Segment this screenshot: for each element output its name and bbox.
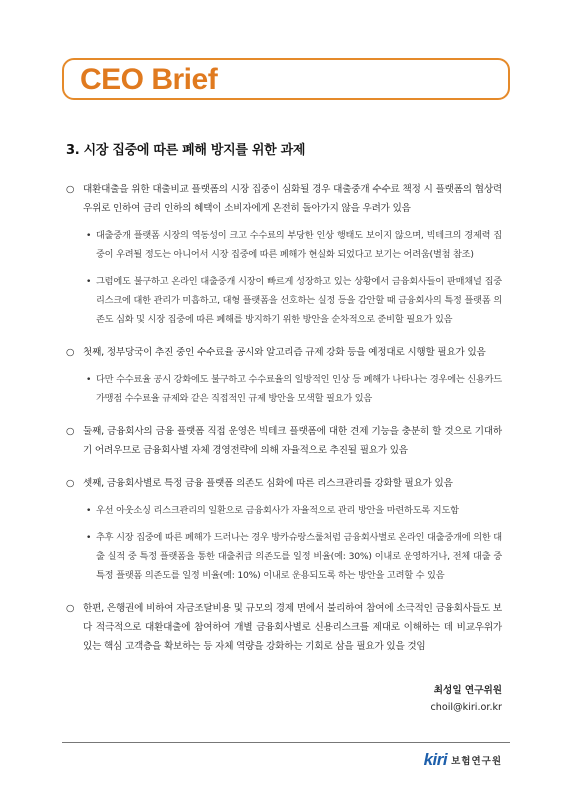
paragraph-text: 다만 수수료율 공시 강화에도 불구하고 수수료율의 일방적인 인상 등 폐해가 나타나는 경우에는 신용카드 가맹점 수수료율 규제와 같은 직접적인 규제 방안을 모색할 필요가 있음 (96, 374, 502, 404)
section-title: 3. 시장 집중에 따른 폐해 방지를 위한 과제 (66, 143, 306, 158)
circle-bullet-icon: ○ (66, 478, 75, 489)
paragraph-3 (66, 422, 502, 460)
kiri-logo-text: 보험연구원 (451, 756, 502, 767)
dot-bullet-icon: • (86, 230, 92, 241)
paragraph-5 (66, 599, 502, 656)
paragraph-text: 대출중개 플랫폼 시장의 역동성이 크고 수수료의 부당한 인상 행태도 보이지 않으며, 빅테크의 경제력 집중이 우려될 정도는 아니어서 시장 집중에 따른 폐해가 현실화 되었다고 보기는 어려움(별첨 참조) (96, 230, 502, 260)
paragraph-text: 첫째, 정부당국이 추진 중인 수수료율 공시와 알고리즘 규제 강화 등을 예정대로 시행할 필요가 있음 (83, 347, 486, 358)
author-email: choil@kiri.or.kr (430, 702, 502, 713)
paragraph-2 (66, 343, 502, 362)
dot-bullet-icon: • (86, 374, 92, 385)
ceo-brief-title: CEO Brief (80, 63, 218, 96)
paragraph-text: 셋째, 금융회사별로 특정 금융 플랫폼 의존도 심화에 따른 리스크관리를 강화할 필요가 있음 (83, 478, 453, 489)
circle-bullet-icon: ○ (66, 426, 75, 437)
sub-paragraph-4 (66, 501, 502, 520)
sub-paragraph-5 (66, 528, 502, 585)
paragraph-text: 우선 아웃소싱 리스크관리의 일환으로 금융회사가 자율적으로 관리 방안을 마련하도록 지도함 (96, 505, 459, 516)
sub-paragraph-2 (66, 272, 502, 329)
paragraph-text: 둘째, 금융회사의 금융 플랫폼 직접 운영은 빅테크 플랫폼에 대한 견제 기능을 충분히 할 것으로 기대하기 어려우므로 금융회사별 자체 경영전략에 의해 자율적으로 추진될 필요가 있음 (83, 426, 502, 456)
circle-bullet-icon: ○ (66, 603, 75, 614)
content-body (66, 180, 502, 656)
kiri-logo (424, 750, 502, 770)
sub-paragraph-3 (66, 370, 502, 408)
circle-bullet-icon: ○ (66, 347, 75, 358)
dot-bullet-icon: • (86, 276, 92, 287)
ceo-brief-header-box (62, 58, 510, 100)
footer-divider (62, 742, 510, 743)
author-block (430, 682, 502, 716)
paragraph-4 (66, 474, 502, 493)
paragraph-text: 대환대출을 위한 대출비교 플랫폼의 시장 집중이 심화될 경우 대출중개 수수료 책정 시 플랫폼의 협상력 우위로 인하여 금리 인하의 혜택이 소비자에게 온전히 돌아가지 않을 우려가 있음 (83, 184, 502, 214)
sub-paragraph-1 (66, 226, 502, 264)
author-name: 최성일 연구위원 (433, 685, 502, 696)
paragraph-text: 한편, 은행권에 비하여 자금조달비용 및 규모의 경제 면에서 불리하여 참여에 소극적인 금융회사들도 보다 적극적으로 대환대출에 참여하여 개별 금융회사별로 신용리스크를 제대로 이해하는 데 비교우위가 있는 핵심 고객층을 확보하는 등 자체 역량을 강화하는 기회로 삼을 필요가 있을 것임 (83, 603, 502, 652)
paragraph-1 (66, 180, 502, 218)
circle-bullet-icon: ○ (66, 184, 75, 195)
kiri-logo-mark: kiri (423, 750, 448, 769)
dot-bullet-icon: • (86, 532, 92, 543)
paragraph-text: 추후 시장 집중에 따른 폐해가 드러나는 경우 방카슈랑스룰처럼 금융회사별로 온라인 대출중개에 의한 대출 실적 중 특정 플랫폼을 통한 대출취급 의존도를 일정 비율(예: 30%) 이내로 운영하거나, 전체 대출 중 특정 플랫폼 의존도를 일정 비율(예: 10%) 이내로 운용되도록 하는 방안을 고려할 수 있음 (96, 532, 502, 581)
dot-bullet-icon: • (86, 505, 92, 516)
paragraph-text: 그럼에도 불구하고 온라인 대출중개 시장이 빠르게 성장하고 있는 상황에서 금융회사들이 판매채널 집중리스크에 대한 관리가 미흡하고, 대형 플랫폼을 선호하는 실정 등을 감안할 때 금융회사의 특정 플랫폼 의존도 심화 및 시장 집중에 따른 폐해를 방지하기 위한 방안을 순차적으로 준비할 필요가 있음 (96, 276, 502, 325)
